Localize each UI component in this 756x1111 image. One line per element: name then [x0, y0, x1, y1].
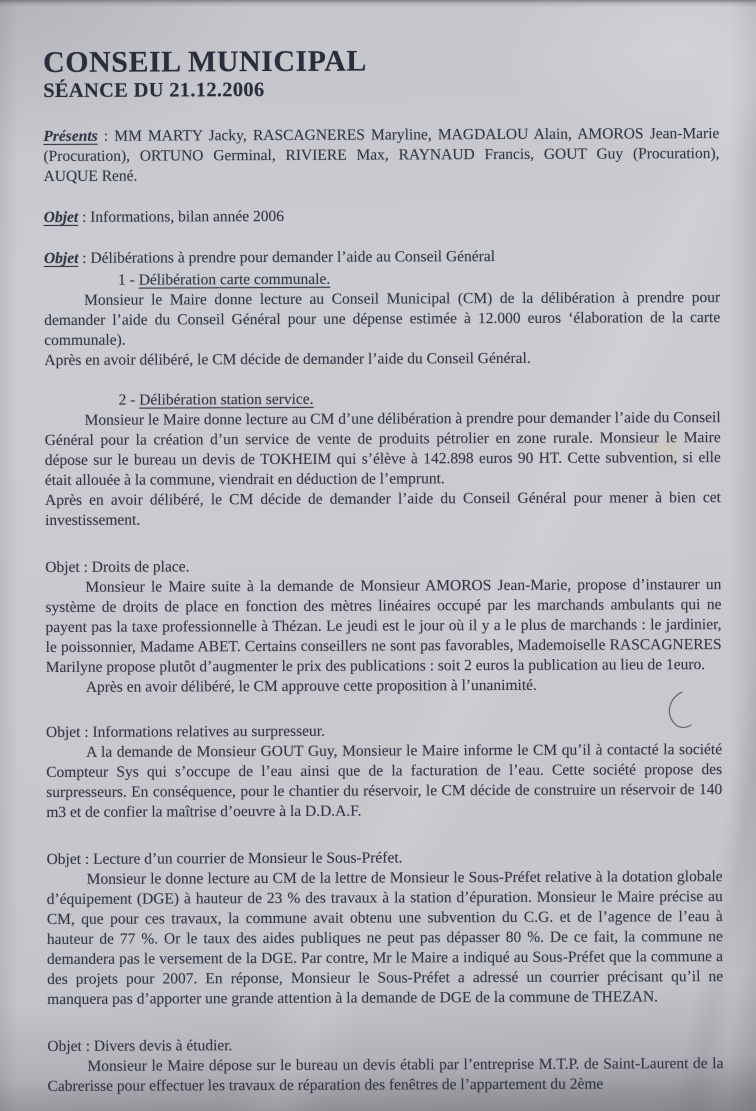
paragraph-deliberation-result: Après en avoir délibéré, le CM approuve cette proposition à l’unanimité. [85, 676, 537, 696]
section-divers-devis [47, 1034, 723, 1097]
paragraph: Monsieur le Maire dépose sur le bureau un devis établi par l’entreprise M.T.P. de Saint-Laurent de la Cabrerisse pour effectuer les travaux de réparation des fenêtres de l’appartement du 2ème [47, 1055, 724, 1095]
paragraph: Monsieur le Maire suite à la demande de Monsieur AMOROS Jean-Marie, propose d’instaurer un système de droits de place en fonction des mètres linéaires occupé par les marchands ambulants qui ne payent pas la taxe professionnelle à Thézan. Le jeudi est le jour où il y a le plus de marchands : le jardinier, le poissonnier, Madame ABET. Certains conseillers ne sont pas favorables, Mademoiselle RASCAGNERES Marilyne propose plutôt d’augmenter le prix des publications : soit 2 euros la publication au lieu de 1euro. [45, 576, 722, 676]
objet-line [44, 205, 720, 228]
paragraph: Monsieur le Maire donne lecture au Conseil Municipal (CM) de la délibération à prendre pour demander l’aide du Conseil Général pour une dépense estimée à 12.000 euros ‘élaboration de la carte communale). [44, 289, 721, 349]
paragraph: A la demande de Monsieur GOUT Guy, Monsieur le Maire informe le CM qu’il à contacté la société Compteur Sys qui s’occupe de l’eau ainsi que de la facturation de l’eau. Cette société propose des surpresseurs. En conséquence, pour le chantier du réservoir, le CM décide de construire un réservoir de 140 m3 et de confier la maîtrise d’oeuvre à la D.D.A.F. [46, 741, 723, 821]
objet-separator: : [78, 249, 91, 267]
objet-label: Objet [43, 208, 79, 226]
objet-label: Objet [47, 1037, 82, 1055]
objet-label: Objet [45, 723, 81, 741]
section-courrier-sous-prefet [47, 847, 724, 1010]
attendees-text: MM MARTY Jacky, RASCAGNERES Maryline, MAGDALOU Alain, AMOROS Jean-Marie (Procuration), ORTUNO Germinal, RIVIERE Max, RAYNAUD Francis, GOUT Guy (Procuration), AUQUE René. [43, 125, 720, 185]
section-droits-de-place [45, 555, 722, 698]
objet-title: Informations, bilan année 2006 [90, 207, 284, 226]
section-bilan-2006 [44, 205, 720, 228]
objet-title: Informations relatives au surpresseur. [92, 722, 325, 741]
section-surpresseur [46, 720, 722, 823]
objet-separator: : [81, 1037, 94, 1055]
objet-title: Droits de place. [91, 558, 190, 576]
document-header [43, 43, 719, 103]
subsection-heading-text: Délibération station service. [139, 390, 314, 409]
document-body [43, 43, 724, 1097]
paragraph-deliberation-result: Après en avoir délibéré, le CM décide de demander l’aide du Conseil Général pour mener à bien cet investissement. [44, 489, 722, 529]
subsection-number: 1 - [117, 271, 139, 289]
subsection-heading-text: Délibération carte communale. [138, 270, 331, 289]
objet-label: Objet [45, 558, 80, 576]
objet-separator: : [78, 208, 91, 226]
paragraph-deliberation-result: Après en avoir délibéré, le CM décide de demander l’aide du Conseil Général. [44, 349, 531, 369]
scan-hair-artifact [652, 690, 704, 736]
page-title: CONSEIL MUNICIPAL [43, 44, 367, 79]
objet-title: Délibérations à prendre pour demander l’aide au Conseil Général [90, 248, 496, 267]
objet-separator: : [79, 558, 92, 576]
attendees-separator: : [97, 127, 115, 145]
objet-separator: : [80, 723, 93, 741]
section-deliberations-conseil-general [44, 246, 721, 531]
attendees-paragraph [43, 124, 719, 187]
objet-title: Lecture d’un courrier de Monsieur le Sous-Préfet. [93, 849, 403, 868]
objet-label: Objet [43, 249, 79, 267]
subsection-number: 2 - [118, 391, 140, 409]
objet-label: Objet [46, 850, 82, 868]
paragraph: Monsieur le donne lecture au CM de la lettre de Monsieur le Sous-Préfet relative à la dotation globale d’équipement (DGE) à hauteur de 23 % des travaux à la station d’épuration. Monsieur le Maire précise au CM, que pour ces travaux, la commune avait obtenu une subvention du C.G. et de l’agence de l’eau à hauteur de 77 %. Or le taux des aides publiques ne peut pas dépasser 80 %. De ce fait, la commune ne demandera pas le versement de la DGE. Par contre, Mr le Maire a indiqué au Sous-Préfet que la commune a des projets pour 2007. En réponse, Monsieur le Sous-Préfet a adressé un courrier précisant qu’il ne manquera pas d’apporter une grande attention à la demande de DGE de la commune de THEZAN. [46, 868, 724, 1008]
subsection-heading-carte-communale [118, 268, 720, 291]
subsection-heading-station-service [119, 388, 721, 411]
objet-line [44, 246, 720, 269]
attendees-label: Présents [43, 127, 98, 145]
paragraph: Monsieur le Maire donne lecture au CM d’une délibération à prendre pour demander l’aide du Conseil Général pour la création d’un service de vente de produits pétrolier en zone rurale. Monsieur le Maire dépose sur le bureau un devis de TOKHEIM qui s’élève à 142.898 euros 90 HT. Cette subvention, si elle était allouée à la commune, viendrait en déduction de l’emprunt. [44, 409, 721, 489]
objet-separator: : [80, 850, 94, 868]
page-subtitle: SÉANCE DU 21.12.2006 [43, 79, 265, 102]
objet-title: Divers devis à étudier. [93, 1037, 233, 1055]
